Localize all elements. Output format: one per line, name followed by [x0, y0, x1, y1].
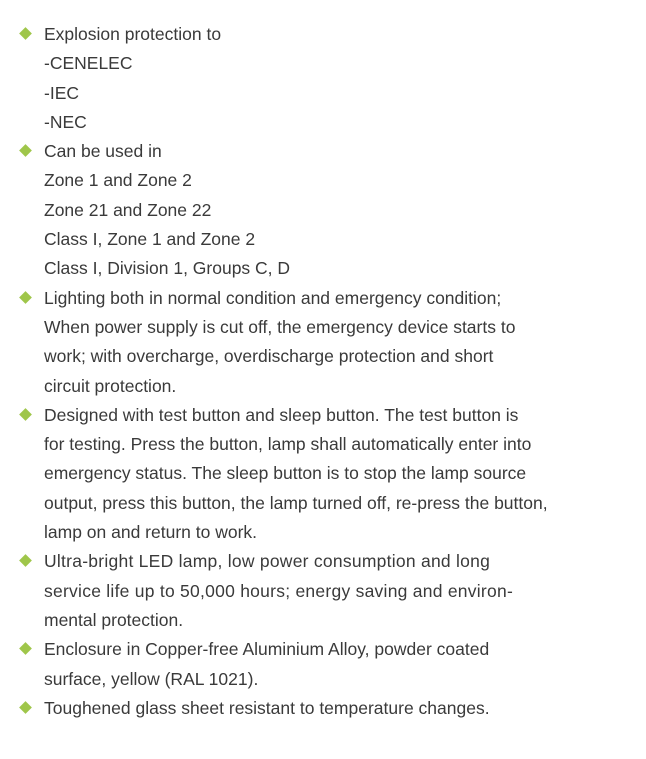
- item-line: Can be used in: [44, 141, 162, 162]
- diamond-bullet-icon: [19, 554, 32, 567]
- item-line: Enclosure in Copper-free Aluminium Alloy, powder coated: [44, 639, 490, 660]
- list-item: [0, 635, 646, 694]
- item-line: surface, yellow (RAL 1021).: [44, 668, 259, 689]
- item-line: emergency status. The sleep button is to stop the lamp source: [44, 463, 527, 484]
- item-line: Zone 1 and Zone 2: [44, 170, 192, 191]
- diamond-bullet-icon: [19, 144, 32, 157]
- item-line: Designed with test button and sleep button. The test button is: [44, 404, 519, 425]
- item-line: Class I, Division 1, Groups C, D: [44, 258, 291, 279]
- diamond-bullet-icon: [19, 701, 32, 714]
- item-line: When power supply is cut off, the emergency device starts to: [44, 316, 516, 337]
- item-line: lamp on and return to work.: [44, 522, 258, 543]
- list-item: [0, 401, 646, 547]
- item-line: work; with overcharge, overdischarge protection and short: [44, 346, 494, 367]
- item-line: Zone 21 and Zone 22: [44, 199, 212, 220]
- item-line: Toughened glass sheet resistant to temperature changes.: [44, 697, 490, 718]
- diamond-bullet-icon: [19, 642, 32, 655]
- list-item: [0, 547, 646, 635]
- list-item: [0, 20, 646, 137]
- diamond-bullet-icon: [19, 408, 32, 421]
- item-line: Lighting both in normal condition and emergency condition;: [44, 287, 502, 308]
- item-line: output, press this button, the lamp turned off, re-press the button,: [44, 492, 548, 513]
- item-line: -NEC: [44, 111, 87, 132]
- item-line: mental protection.: [44, 609, 184, 630]
- item-line: Class I, Zone 1 and Zone 2: [44, 229, 256, 250]
- item-line: for testing. Press the button, lamp shall automatically enter into: [44, 434, 532, 455]
- item-line: service life up to 50,000 hours; energy saving and environ-: [44, 580, 514, 601]
- list-item: [0, 137, 646, 283]
- item-line: -IEC: [44, 82, 79, 103]
- feature-list: [0, 20, 646, 723]
- list-item: [0, 284, 646, 401]
- diamond-bullet-icon: [19, 291, 32, 304]
- item-line: -CENELEC: [44, 53, 133, 74]
- item-line: Explosion protection to: [44, 24, 222, 44]
- item-line: Ultra-bright LED lamp, low power consumption and long: [44, 551, 491, 572]
- diamond-bullet-icon: [19, 27, 32, 40]
- list-item: [0, 694, 646, 723]
- item-line: circuit protection.: [44, 375, 177, 396]
